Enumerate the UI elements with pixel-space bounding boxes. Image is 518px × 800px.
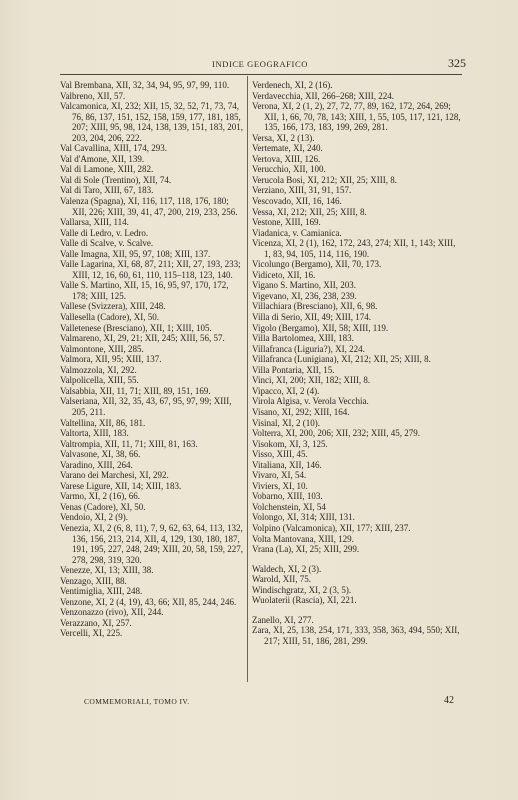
index-entry: Valenza (Spagna), XI, 116, 117, 118, 176, 180; XII, 226; XIII, 39, 41, 47, 200, 219, 233, 256. — [60, 196, 238, 217]
index-entry: Vertova, XIII, 126. — [252, 153, 321, 164]
index-entry: Volterra, XI, 200, 206; XII, 232; XIII, 45, 279. — [252, 428, 421, 439]
index-entry: Vestone, XIII, 169. — [252, 217, 321, 228]
index-entry: Villachiara (Bresciano), XII, 6, 98. — [252, 301, 378, 312]
index-entry: Vobarno, XIII, 103. — [252, 491, 323, 502]
index-entry: Venzone, XI, 2 (4, 19), 43, 66; XII, 85, 244, 246. — [60, 596, 237, 607]
footer-note: COMMEMORIALI, TOMO IV. — [84, 697, 190, 706]
page-header — [60, 56, 466, 72]
header-rule — [60, 74, 462, 75]
index-entry: Villa di Serio, XII, 49; XIII, 174. — [252, 312, 371, 323]
index-entry: Valvasone, XI, 38, 66. — [60, 449, 141, 460]
index-entry: Vinci, XI, 200; XII, 182; XIII, 8. — [252, 375, 371, 386]
index-entry: Vivaro, XI, 54. — [252, 470, 307, 481]
index-entry: Viadanica, v. Camianica. — [252, 227, 342, 238]
index-entry: Valtrompia, XII, 11, 71; XIII, 81, 163. — [60, 438, 198, 449]
index-entry: Villafranca (Liguria?), XI, 224. — [252, 343, 365, 354]
index-entry: Verucola Bosi, XI, 212; XII, 25; XIII, 8. — [252, 174, 397, 185]
index-entry: Val Brembana, XII, 32, 34, 94, 95, 97, 99, 110. — [60, 80, 230, 90]
index-entry: Versa, XI, 2 (13). — [252, 132, 315, 143]
index-entry: Vigolo (Bergamo), XII, 58; XIII, 119. — [252, 322, 389, 333]
index-entry: Varano dei Marchesi, XI, 292. — [60, 470, 169, 481]
index-entry: Varese Ligure, XII, 14; XIII, 183. — [60, 480, 182, 491]
page-number: 325 — [448, 56, 466, 70]
index-entry: Visinal, XI, 2 (10). — [252, 417, 320, 428]
index-entry: Visso, XIII, 45. — [252, 449, 308, 460]
index-column-left — [60, 80, 244, 639]
index-entry: Val di Lamone, XIII, 282. — [60, 164, 154, 175]
index-entry: Villa Bartolomea, XIII, 183. — [252, 333, 354, 344]
index-entry: Venezze, XI, 13; XIII, 38. — [60, 565, 154, 576]
index-entry: Venezia, XI, 2 (6, 8, 11), 7, 9, 62, 63, 64, 113, 132, 136, 156, 213, 214, XII, 4, 129, 130, 180, 187, 191, 195, 227, 248, 249; XIII, 20, 58, 159, 227, 278, 298, 319, 320. — [60, 522, 243, 565]
index-entry: Valpolicella, XIII, 55. — [60, 375, 139, 386]
index-entry: Vendoio, XI, 2 (9). — [60, 512, 128, 523]
index-entry: Verazzano, XI, 257. — [60, 617, 132, 628]
index-entry: Windischgratz, XI, 2 (3, 5). — [252, 584, 352, 595]
index-entry: Valmareno, XI, 29, 21; XII, 245; XIII, 56, 57. — [60, 333, 225, 344]
index-entry: Vigano S. Martino, XII, 203. — [252, 280, 356, 291]
index-entry: Volchenstein, XI, 54 — [252, 501, 326, 512]
index-entry: Valtorta, XIII, 183. — [60, 428, 129, 439]
index-entry: Verziano, XIII, 31, 91, 157. — [252, 185, 352, 196]
index-entry: Vigevano, XI, 236, 238, 239. — [252, 290, 357, 301]
index-entry: Varmo, XI, 2 (16), 66. — [60, 491, 140, 502]
index-entry: Villafranca (Lunigiana), XI, 212; XII, 25; XIII, 8. — [252, 354, 431, 365]
index-entry: Vercelli, XI, 225. — [60, 628, 123, 639]
index-entry: Valle Imagna, XII, 95, 97, 108; XIII, 137. — [60, 248, 211, 259]
index-entry: Vicenza, XI, 2 (1), 162, 172, 243, 274; XII, 1, 143; XIII, 1, 83, 94, 105, 114, 116, 190. — [252, 238, 456, 259]
index-entry: Valletenese (Bresciano), XII, 1; XIII, 105. — [60, 322, 212, 333]
index-entry: Vitaliana, XII, 146. — [252, 459, 322, 470]
column-divider — [247, 76, 248, 682]
index-entry: Ventimiglia, XIII, 248. — [60, 586, 143, 597]
index-entry: Verucchio, XII, 100. — [252, 164, 326, 175]
index-entry: Vidiceto, XII, 16. — [252, 269, 316, 280]
index-entry: Vessa, XI, 212; XII, 25; XIII, 8. — [252, 206, 367, 217]
page-footer — [60, 695, 462, 709]
index-entry: Val d'Amone, XII, 139. — [60, 153, 145, 164]
index-entry: Val di Sole (Trentino), XII, 74. — [60, 174, 172, 185]
index-entry: Venzonazzo (rivo), XII, 244. — [60, 607, 164, 618]
group-gap — [252, 606, 462, 615]
index-entry: Valle di Ledro, v. Ledro. — [60, 227, 149, 238]
index-entry: Vicolungo (Bergamo), XII, 70, 173. — [252, 259, 382, 270]
index-entry: Verona, XI, 2 (1, 2), 27, 72, 77, 89, 162, 172, 264, 269; XII, 1, 66, 70, 78, 143; XIII, 1, 55, 105, 117, 121, 128, 135, 166, 173, 183, 199, 269, 281. — [252, 101, 461, 133]
index-entry: Zara, XI, 25, 138, 254, 171, 333, 358, 363, 494, 550; XII, 217; XIII, 51, 186, 281, 299. — [252, 625, 460, 646]
index-entry: Venzago, XIII, 88. — [60, 575, 127, 586]
index-entry: Vescovado, XII, 16, 146. — [252, 196, 342, 207]
index-entry: Vipacco, XI, 2 (4). — [252, 385, 320, 396]
index-entry: Warold, XII, 75. — [252, 574, 312, 585]
index-entry: Valle di Scalve, v. Scalve. — [60, 238, 154, 249]
index-entry: Viviers, XI, 10. — [252, 480, 308, 491]
index-column-right — [252, 80, 462, 646]
index-entry: Valseriana, XII, 32, 35, 43, 67, 95, 97, 99; XIII, 205, 211. — [60, 396, 232, 417]
index-entry: Val di Taro, XIII, 67, 183. — [60, 185, 154, 196]
index-entry: Waldech, XI, 2 (3). — [252, 563, 322, 574]
index-entry: Vertemate, XI, 240. — [252, 143, 323, 154]
index-entry: Volta Mantovana, XIII, 129. — [252, 533, 354, 544]
index-entry: Valle S. Martino, XII, 15, 16, 95, 97, 170, 172, 178; XIII, 125. — [60, 280, 229, 301]
index-entry: Val Cavallina, XIII, 174, 293. — [60, 143, 167, 154]
index-entry: Venas (Cadore), XI, 50. — [60, 501, 146, 512]
index-entry: Visokom, XI, 3, 125. — [252, 438, 328, 449]
index-entry: Vrana (La), XI, 25; XIII, 299. — [252, 544, 360, 555]
index-entry: Vallesella (Cadore), XI, 50. — [60, 312, 159, 323]
index-entry: Volongo, XI, 314; XIII, 131. — [252, 512, 355, 523]
group-gap — [252, 555, 462, 564]
index-entry: Vallarsa, XIII, 114. — [60, 217, 129, 228]
index-group-z — [252, 615, 462, 647]
index-entry: Valcamonica, XI, 232; XII, 15, 32, 52, 71, 73, 74, 76, 86, 137, 151, 152, 158, 159, 177, 181, 185, 207; XIII, 95, 98, 124, 138, 139, 151, 183, 201, 203, 204, 206, 222. — [60, 101, 243, 143]
index-entry: Virola Algisa, v. Verola Vecchia. — [252, 396, 369, 407]
index-entry: Valsabbia, XII, 11, 71; XIII, 89, 151, 169. — [60, 385, 211, 396]
index-entry: Valmora, XII, 95; XIII, 137. — [60, 354, 162, 365]
index-entry: Villa Pontaria, XII, 15. — [252, 364, 335, 375]
index-entry: Zanello, XI, 277. — [252, 614, 314, 625]
running-title: INDICE GEOGRAFICO — [212, 59, 308, 69]
index-entry: Valtellina, XII, 86, 181. — [60, 417, 146, 428]
index-entry: Valle Lagarina, XI, 68, 87, 211; XII, 27, 193, 233; XIII, 12, 16, 60, 61, 110, 115–118, 123, 140. — [60, 259, 241, 280]
index-entry: Verdavecchia, XII, 266–268; XIII, 224. — [252, 90, 394, 101]
index-entry: Volpino (Valcamonica), XII, 177; XIII, 237. — [252, 522, 411, 533]
index-entry: Wuolaterii (Rascia), XI, 221. — [252, 595, 357, 606]
index-entry: Visano, XI, 292; XIII, 164. — [252, 406, 350, 417]
index-group-v — [252, 80, 462, 555]
index-group-w — [252, 564, 462, 606]
index-entry: Valmontone, XIII, 285. — [60, 343, 144, 354]
index-entry: Varadino, XIII, 264. — [60, 459, 133, 470]
index-entry: Valbreno, XII, 57. — [60, 90, 126, 101]
index-entry: Verdenech, XI, 2 (16). — [252, 80, 333, 90]
signature-mark: 42 — [444, 695, 454, 706]
index-entry: Vallese (Svizzera), XIII, 248. — [60, 301, 166, 312]
index-entry: Valmozzola, XI, 292. — [60, 364, 137, 375]
